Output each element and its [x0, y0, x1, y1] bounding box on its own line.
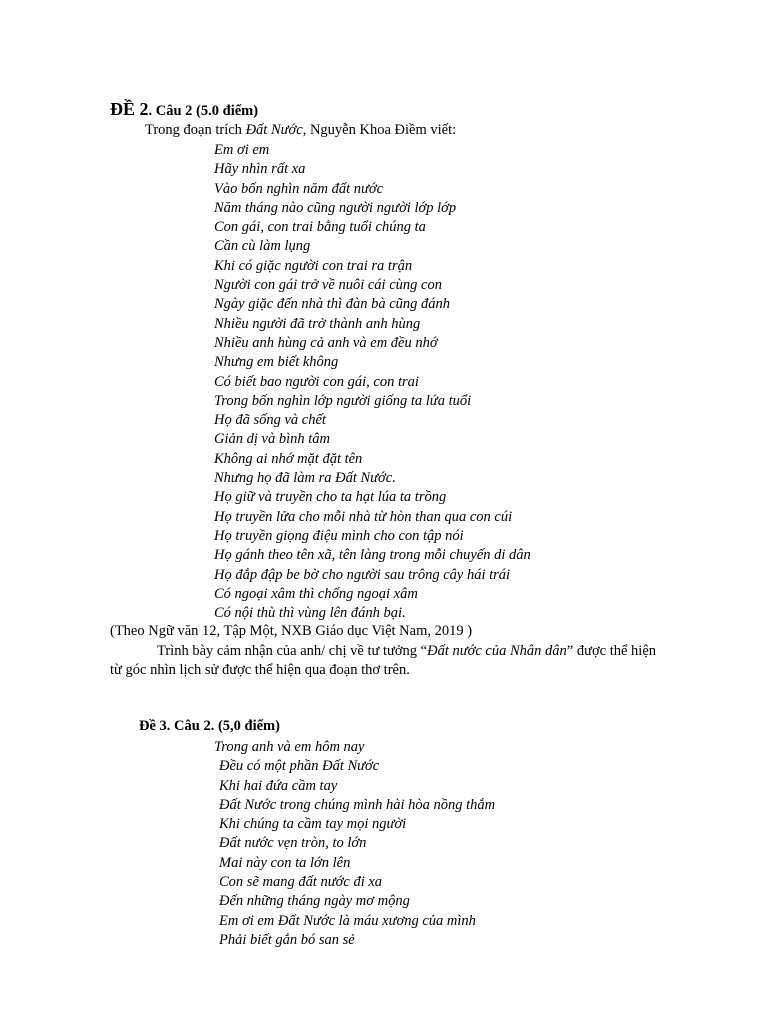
de2-heading-sub: . Câu 2 (5.0 điểm)	[148, 103, 259, 119]
poem-line: Họ đắp đập be bờ cho người sau trông cây hái trái	[214, 566, 511, 583]
poem-line: Người con gái trở về nuôi cái cùng con	[214, 277, 442, 294]
de2-intro-title: Đất Nước	[245, 122, 303, 138]
poem-line: Họ truyền giọng điệu mình cho con tập nói	[214, 527, 464, 544]
poem-line: Năm tháng nào cũng người người lớp lớp	[214, 199, 457, 216]
poem-line: Vào bốn nghìn năm đất nước	[214, 180, 384, 197]
de2-task-after: ” được thể hiện	[566, 643, 656, 659]
de3-poem	[214, 738, 495, 950]
poem-line: Hãy nhìn rất xa	[214, 161, 306, 178]
poem-line: Em ơi em	[214, 142, 270, 158]
de2-intro	[145, 122, 456, 139]
poem-line: Nhưng họ đã làm ra Đất Nước.	[214, 470, 396, 487]
poem-line: Khi hai đứa cầm tay	[219, 777, 338, 794]
poem-line: Khi chúng ta cầm tay mọi người	[219, 816, 407, 833]
poem-line: Ngày giặc đến nhà thì đàn bà cũng đánh	[214, 296, 451, 313]
poem-line: Có nội thù thì vùng lên đánh bại.	[214, 605, 406, 622]
poem-line: Trong anh và em hôm nay	[214, 739, 365, 755]
de2-task-quote: Đất nước của Nhân dân	[427, 643, 567, 659]
de2-poem	[214, 141, 531, 623]
de2-intro-after: , Nguyễn Khoa Điềm viết:	[302, 122, 457, 138]
poem-line: Cần cù làm lụng	[214, 238, 311, 255]
de2-intro-before: Trong đoạn trích	[145, 122, 246, 138]
poem-line: Có biết bao người con gái, con trai	[214, 373, 419, 390]
poem-line: Đất nước vẹn tròn, to lớn	[219, 835, 367, 852]
poem-line: Trong bốn nghìn lớp người giống ta lứa tuổi	[214, 392, 472, 409]
poem-line: Nhưng em biết không	[214, 354, 339, 371]
poem-line: Họ gánh theo tên xã, tên làng trong mỗi chuyến di dân	[214, 547, 531, 564]
poem-line: Giản dị và bình tâm	[214, 431, 330, 448]
poem-line: Con gái, con trai bằng tuổi chúng ta	[214, 219, 426, 236]
poem-line: Không ai nhớ mặt đặt tên	[214, 450, 363, 467]
poem-line: Mai này con ta lớn lên	[219, 854, 351, 871]
poem-line: Nhiều người đã trở thành anh hùng	[214, 315, 421, 332]
de2-task-before: Trình bày cảm nhận của anh/ chị về tư tưởng “	[157, 643, 428, 659]
de2-task-line2: từ góc nhìn lịch sử được thể hiện qua đoạn thơ trên.	[110, 662, 410, 679]
poem-line: Nhiều anh hùng cả anh và em đều nhớ	[214, 334, 438, 351]
poem-line: Đất Nước trong chúng mình hài hòa nồng thắm	[219, 796, 496, 813]
poem-line: Em ơi em Đất Nước là máu xương của mình	[219, 912, 476, 929]
de2-heading	[110, 99, 258, 120]
poem-line: Họ đã sống và chết	[214, 412, 326, 429]
de2-task	[110, 642, 690, 681]
de2-task-line1	[110, 642, 690, 661]
poem-line: Đến những tháng ngày mơ mộng	[219, 893, 410, 910]
poem-line: Phải biết gắn bó san sẻ	[219, 931, 355, 948]
poem-line: Đều có một phần Đất Nước	[219, 758, 380, 775]
poem-line: Có ngoại xâm thì chống ngoại xâm	[214, 585, 418, 602]
poem-line: Họ truyền lửa cho mỗi nhà từ hòn than qua con cúi	[214, 508, 513, 525]
poem-line: Họ giữ và truyền cho ta hạt lúa ta trồng	[214, 489, 447, 506]
poem-line: Khi có giặc người con trai ra trận	[214, 257, 413, 274]
poem-line: Con sẽ mang đất nước đi xa	[219, 874, 383, 891]
de3-heading: Đề 3. Câu 2. (5,0 điểm)	[139, 718, 280, 734]
de2-heading-main: ĐỀ 2	[110, 99, 149, 119]
de2-source-citation: (Theo Ngữ văn 12, Tập Một, NXB Giáo dục Việt Nam, 2019 )	[110, 623, 473, 639]
